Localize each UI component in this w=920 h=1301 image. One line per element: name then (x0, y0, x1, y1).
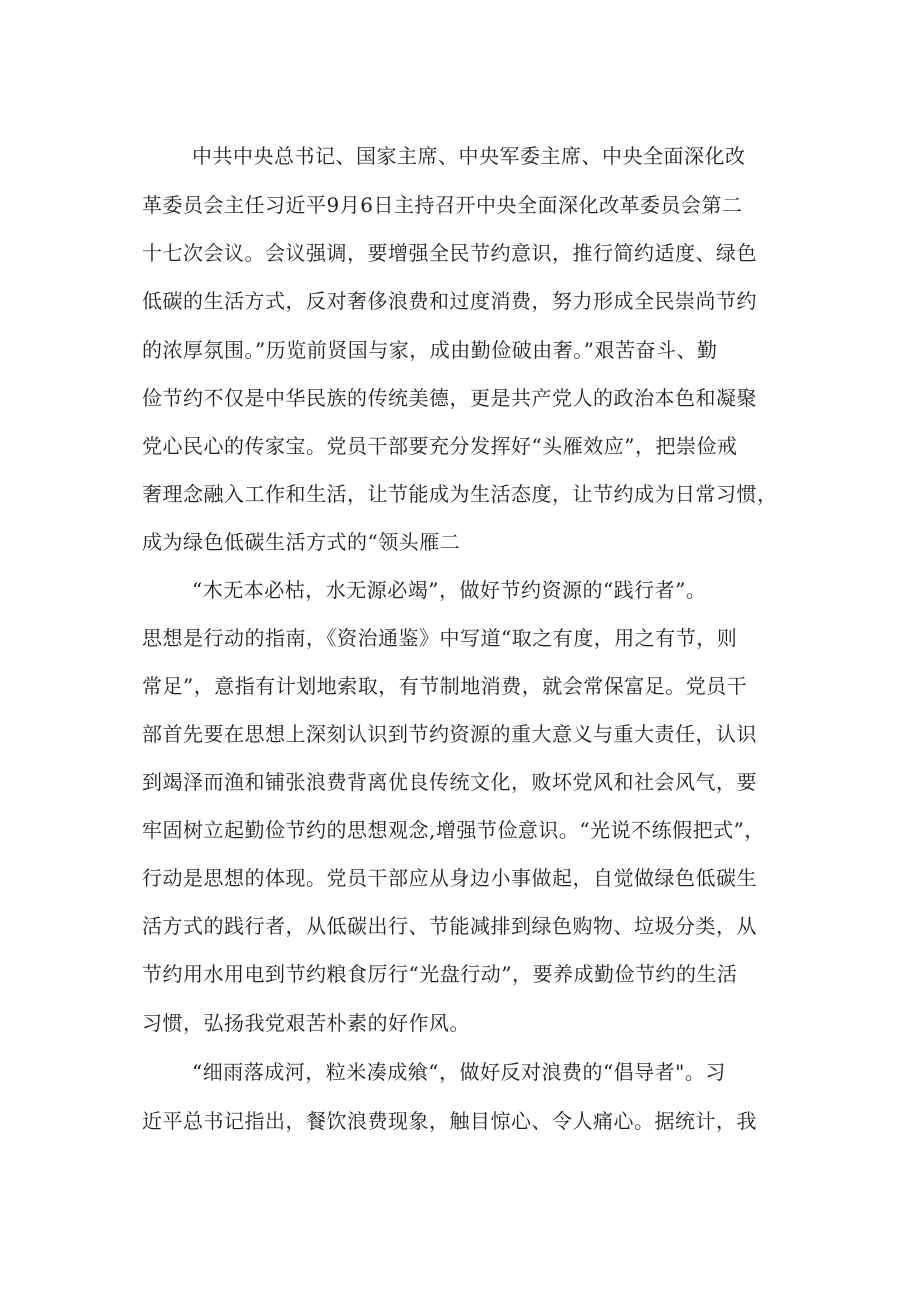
paragraph-2-line-8: 活方式的践行者，从低碳出行、节能减排到绿色购物、垃圾分类，从 (142, 914, 757, 938)
paragraph-1-line-1: 中共中央总书记、国家主席、中央军委主席、中央全面深化改 (192, 144, 746, 168)
paragraph-2-line-5: 到竭泽而渔和铺张浪费背离优良传统文化，败坏党风和社会风气，要 (142, 770, 757, 794)
paragraph-1-line-4: 低碳的生活方式，反对奢侈浪费和过度消费，努力形成全民崇尚节约 (142, 289, 757, 313)
paragraph-3-line-1: “细雨落成河，粒米凑成飨“，做好反对浪费的“倡导者"。习 (192, 1060, 726, 1084)
paragraph-2-line-3: 常足”，意指有计划地索取，有节制地消费，就会常保富足。党员干 (142, 674, 748, 698)
paragraph-2-line-1: “木无本必枯，水无源必竭”，做好节约资源的“践行者”。 (192, 578, 707, 602)
paragraph-1-line-7: 党心民心的传家宝。党员干部要充分发挥好“头雁效应”，把崇俭戒 (142, 434, 738, 458)
paragraph-1-line-3: 十七次会议。会议强调，要增强全民节约意识，推行简约适度、绿色 (142, 241, 757, 265)
paragraph-2-line-2: 思想是行动的指南，《资治通鉴》中写道“取之有度，用之有节，则 (142, 626, 738, 650)
paragraph-1-line-2: 革委员会主任习近平9月6日主持召开中央全面深化改革委员会第二 (142, 193, 743, 217)
paragraph-2-line-10: 习惯，弘扬我党艰苦朴素的好作风。 (142, 1011, 470, 1035)
paragraph-3-line-2: 近平总书记指出，餐饮浪费现象，触目惊心、令人痛心。据统计，我 (142, 1109, 757, 1133)
paragraph-2-line-9: 节约用水用电到节约粮食厉行“光盘行动”，要养成勤俭节约的生活 (142, 962, 738, 986)
paragraph-1-line-5: 的浓厚氛围。”历览前贤国与家，成由勤俭破由奢。”艰苦奋斗、勤 (142, 338, 718, 362)
paragraph-1-line-9: 成为绿色低碳生活方式的“领头雁二 (142, 530, 461, 554)
paragraph-2-line-6: 牢固树立起勤俭节约的思想观念,增强节俭意识。“光说不练假把式”， (142, 818, 765, 842)
paragraph-1-line-8: 奢理念融入工作和生活，让节能成为生活态度，让节约成为日常习惯， (142, 482, 778, 506)
paragraph-2-line-7: 行动是思想的体现。党员干部应从身边小事做起，自觉做绿色低碳生 (142, 866, 757, 890)
paragraph-2-line-4: 部首先要在思想上深刻认识到节约资源的重大意义与重大责任，认识 (142, 722, 757, 746)
paragraph-1-line-6: 俭节约不仅是中华民族的传统美德，更是共产党人的政治本色和凝聚 (142, 386, 757, 410)
